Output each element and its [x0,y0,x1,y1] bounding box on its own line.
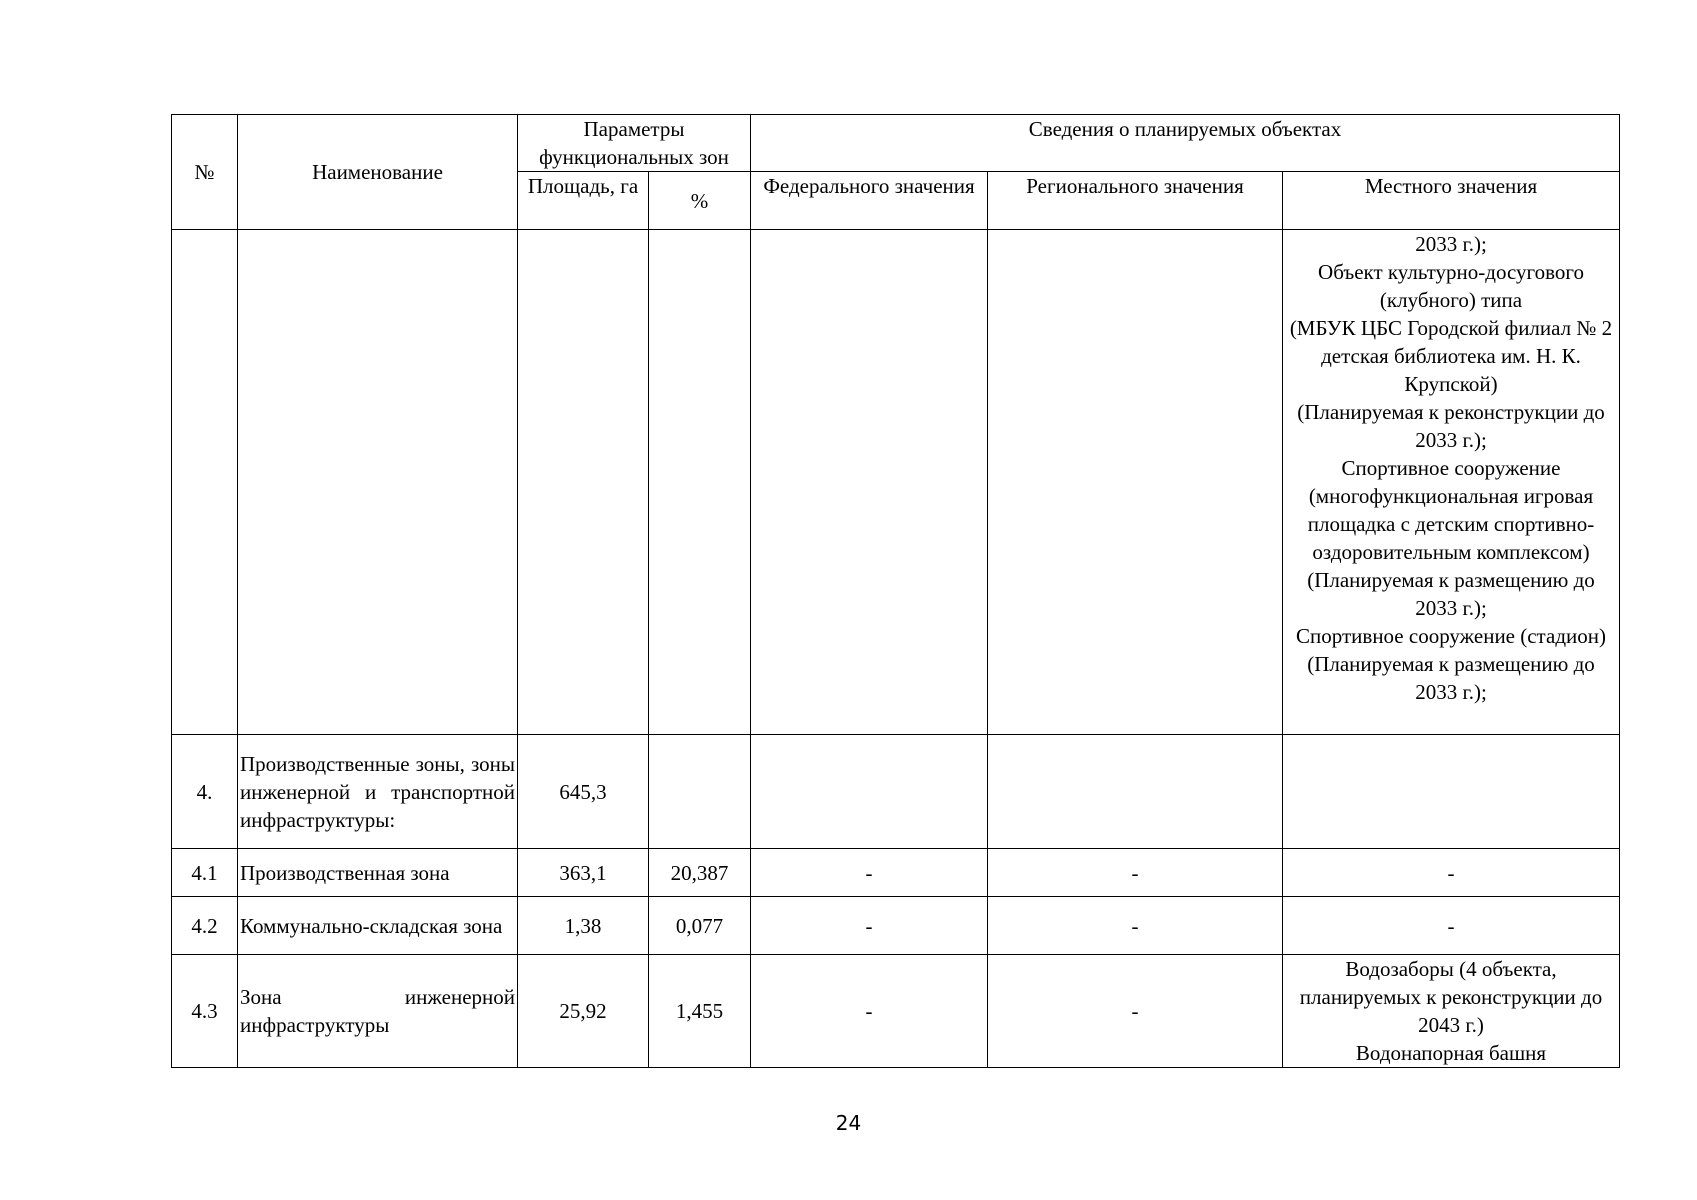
header-percent: % [649,172,751,230]
header-objects: Сведения о планируемых объектах [751,115,1620,172]
row-percent: 1,455 [649,955,751,1068]
row-name: Производственная зона [238,849,518,897]
cont-local: 2033 г.); Объект культурно-досугового (клубного) типа (МБУК ЦБС Городской филиал № 2 детская библиотека им. Н. К. Крупской) (Планируемая к реконструкции до 2033 г.); Спортивное сооружение (многофункциональная игровая площадка с детским спортивно-оздоровительным комплексом) (Планируемая к размещению до 2033 г.); Спортивное сооружение (стадион) (Планируемая к размещению до 2033 г.); [1283,230,1620,735]
row-num: 4.3 [172,955,238,1068]
header-regional: Регионального значения [988,172,1283,230]
cont-percent [649,230,751,735]
cont-federal [751,230,988,735]
row-federal: - [751,849,988,897]
table-row [172,849,1620,897]
header-params: Параметры функциональных зон [518,115,751,172]
row-area: 363,1 [518,849,649,897]
row-federal: - [751,897,988,955]
row-name: Коммунально-складская зона [238,897,518,955]
row-local: - [1283,849,1620,897]
cont-name [238,230,518,735]
cont-area [518,230,649,735]
row-regional: - [988,955,1283,1068]
row-federal: - [751,955,988,1068]
table-row [172,897,1620,955]
page-number: 24 [835,1111,862,1135]
header-federal: Федерального значения [751,172,988,230]
row-local: Водозаборы (4 объекта, планируемых к реконструкции до 2043 г.) Водонапорная башня [1283,955,1620,1068]
row-regional [988,735,1283,849]
row-area: 1,38 [518,897,649,955]
row-name: Зона инженерной инфраструктуры [238,955,518,1068]
header-area: Площадь, га [518,172,649,230]
planned-objects-table [171,114,1620,1068]
row-name: Производственные зоны, зоны инженерной и транспортной инфраструктуры: [238,735,518,849]
row-regional: - [988,897,1283,955]
cont-num [172,230,238,735]
row-percent: 20,387 [649,849,751,897]
cont-regional [988,230,1283,735]
table-row-continuation [172,230,1620,735]
header-name: Наименование [238,115,518,230]
row-num: 4.1 [172,849,238,897]
row-federal [751,735,988,849]
row-percent [649,735,751,849]
header-local: Местного значения [1283,172,1620,230]
row-area: 645,3 [518,735,649,849]
row-percent: 0,077 [649,897,751,955]
table-row [172,955,1620,1068]
header-num: № [172,115,238,230]
row-local: - [1283,897,1620,955]
header-row-1 [172,115,1620,172]
table-row [172,735,1620,849]
row-local [1283,735,1620,849]
row-area: 25,92 [518,955,649,1068]
row-num: 4.2 [172,897,238,955]
row-regional: - [988,849,1283,897]
row-num: 4. [172,735,238,849]
